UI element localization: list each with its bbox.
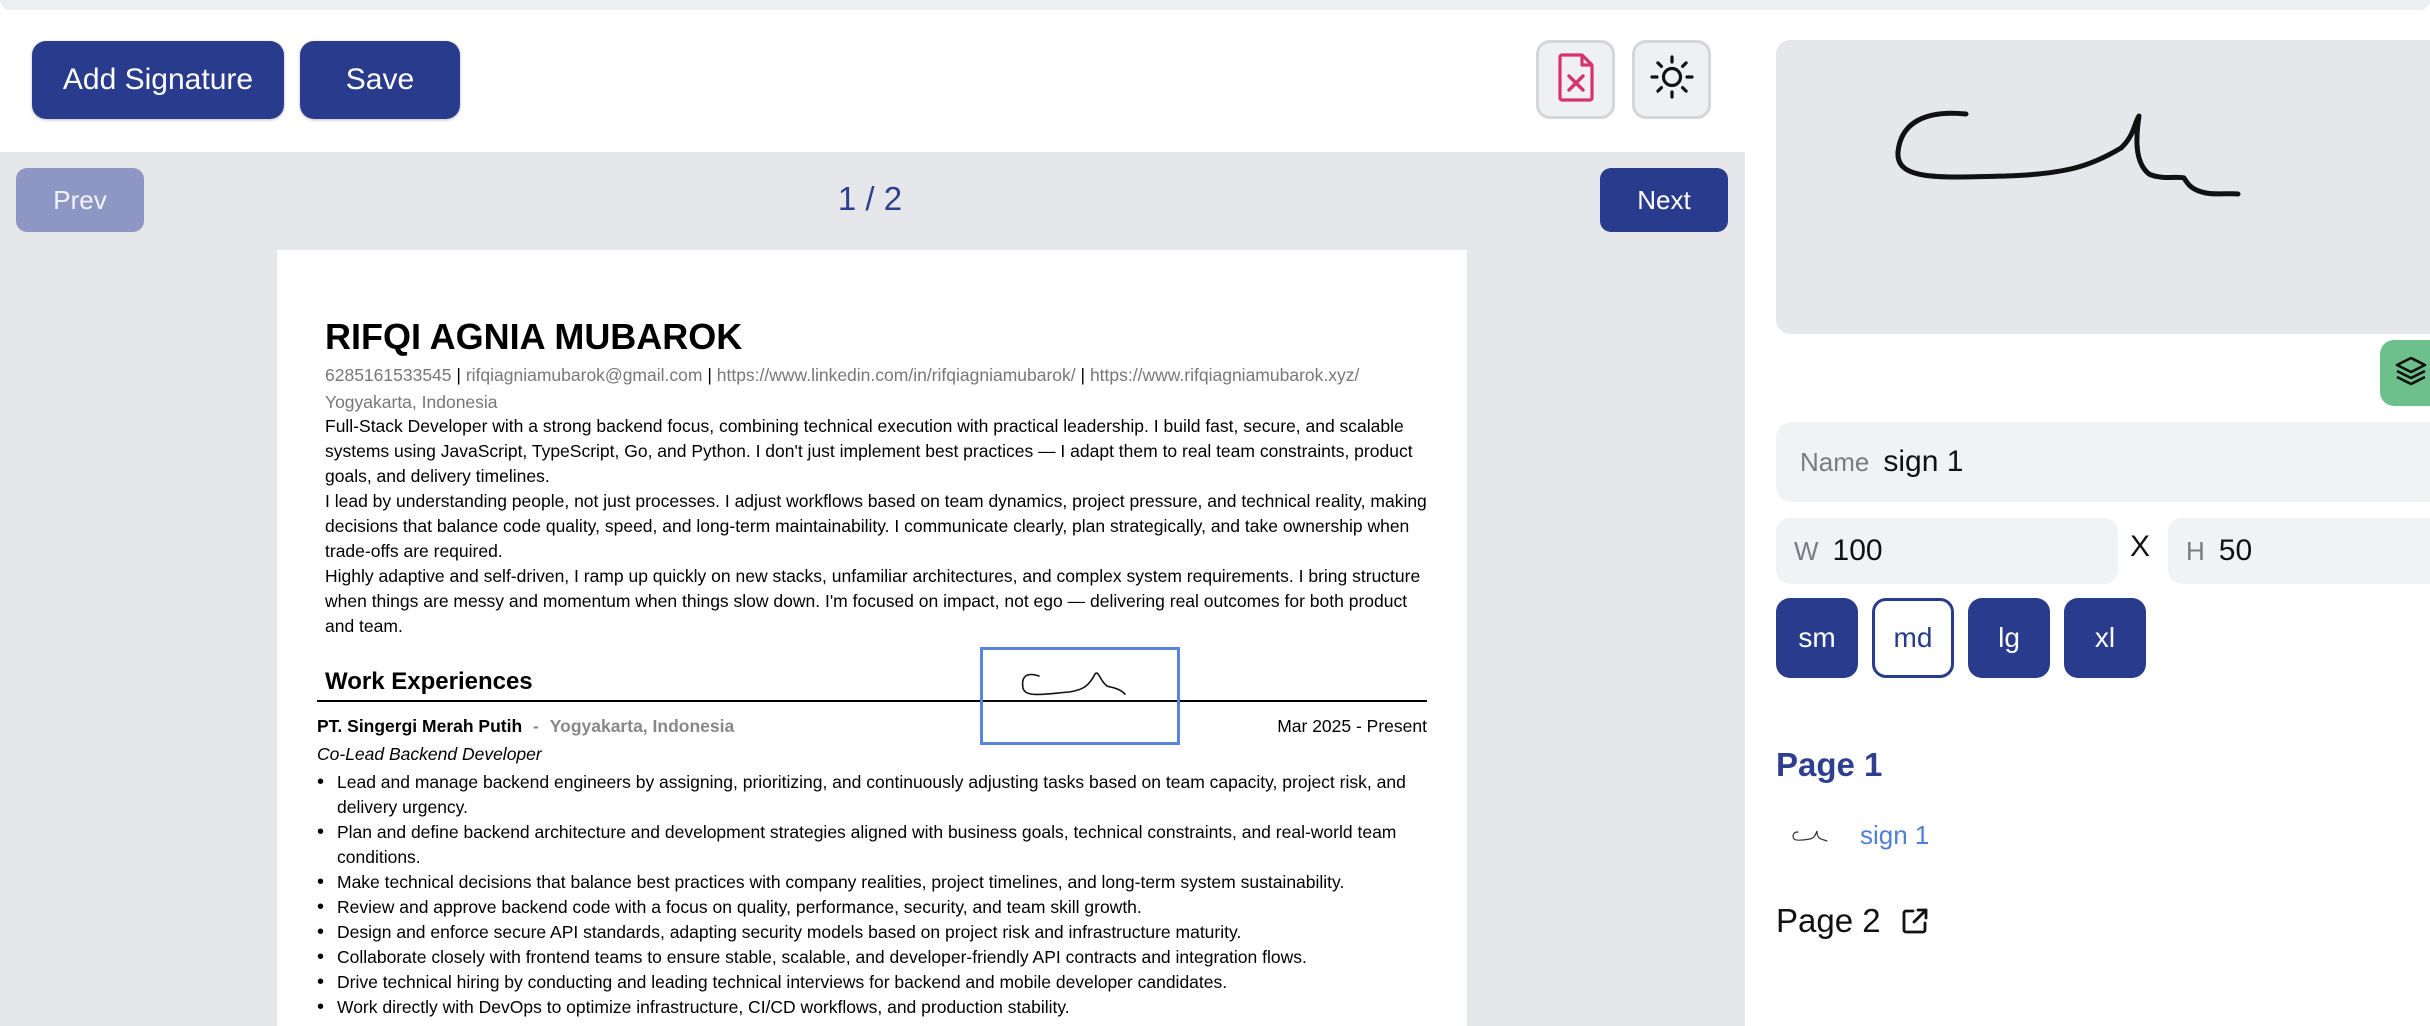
separator: | [707, 365, 712, 385]
height-label: H [2186, 535, 2205, 566]
signature-thumbnail [1790, 824, 1830, 848]
section-title: Work Experiences [325, 668, 533, 695]
width-label: W [1794, 535, 1819, 566]
signature-drawing [1776, 40, 2430, 334]
size-xl-button[interactable]: xl [2064, 598, 2146, 678]
list-item: • Collaborate closely with frontend teams to ensure stable, scalable, and developer-friendly API contracts and integration flows. [337, 945, 1429, 970]
job-role: Co-Lead Backend Developer [317, 744, 542, 764]
height-value[interactable]: 50 [2218, 534, 2253, 567]
cv-email: rifqiagniamubarok@gmail.com [465, 365, 703, 385]
page-2-heading[interactable] [1776, 902, 1931, 940]
cv-name: RIFQI AGNIA MUBAROK [325, 316, 743, 357]
name-field[interactable] [1776, 422, 2430, 502]
separator: | [456, 365, 461, 385]
layers-button[interactable] [2380, 340, 2430, 406]
cv-phone: 6285161533545 [325, 365, 452, 385]
layers-icon [2394, 354, 2428, 393]
sun-icon [1649, 54, 1695, 105]
size-sm-button[interactable]: sm [1776, 598, 1858, 678]
list-item: • Make technical decisions that balance best practices with company realities, project timelines, and long-term system sustainability. [337, 870, 1429, 895]
external-link-icon[interactable] [1899, 905, 1931, 937]
name-value[interactable]: sign 1 [1883, 445, 1964, 478]
job-bullet-list [337, 770, 1429, 1020]
list-item: • Drive technical hiring by conducting and leading technical interviews for backend and mobile developer candidates. [337, 970, 1429, 995]
size-lg-button[interactable]: lg [1968, 598, 2050, 678]
job-company [317, 716, 734, 737]
list-item: • Review and approve backend code with a focus on quality, performance, security, and team skill growth. [337, 895, 1429, 920]
window-top-strip [0, 0, 2430, 10]
save-button[interactable]: Save [300, 41, 460, 119]
signature-preview[interactable] [1776, 40, 2430, 334]
cv-location: Yogyakarta, Indonesia [325, 392, 498, 412]
width-field[interactable] [1776, 518, 2118, 584]
page-2-label: Page 2 [1776, 902, 1881, 939]
summary-paragraph: Highly adaptive and self-driven, I ramp up quickly on new stacks, unfamiliar architectures, and complex system requirements. I bring structure when things are messy and momentum when things slow down. I'm focused on impact, not ego — delivering real outcomes for both product and team. [325, 566, 1421, 636]
add-signature-button[interactable]: Add Signature [32, 41, 284, 119]
page-indicator: 1 / 2 [837, 180, 903, 217]
list-item: • Lead and manage backend engineers by assigning, prioritizing, and continuously adjusting tasks based on team capacity, project risk, and delivery urgency. [337, 770, 1429, 820]
signature-drawing [983, 650, 1177, 742]
size-md-button[interactable]: md [1872, 598, 1954, 678]
document-page[interactable] [277, 250, 1467, 1026]
name-label: Name [1800, 446, 1870, 477]
theme-toggle-button[interactable] [1632, 40, 1711, 119]
cv-website: https://www.rifqiagniamubarok.xyz/ [1089, 365, 1360, 385]
summary-paragraph: I lead by understanding people, not just processes. I adjust workflows based on team dynamics, project pressure, and technical reality, making decisions that balance code quality, speed, and long-term maintainability. I communicate clearly, plan strategically, and take ownership when trade-offs are required. [325, 491, 1427, 561]
placed-signature[interactable] [980, 647, 1180, 745]
company-separator: - [533, 716, 539, 736]
next-page-button[interactable]: Next [1600, 168, 1728, 232]
list-item: • Work directly with DevOps to optimize infrastructure, CI/CD workflows, and production stability. [337, 995, 1429, 1020]
company-name: PT. Singergi Merah Putih [317, 716, 523, 736]
page-1-heading: Page 1 [1776, 746, 1883, 783]
list-item: • Design and enforce secure API standards, adapting security models based on project risk and infrastructure maturity. [337, 920, 1429, 945]
height-field[interactable] [2168, 518, 2430, 584]
cv-summary [325, 414, 1435, 639]
width-value[interactable]: 100 [1832, 534, 1883, 567]
summary-paragraph: Full-Stack Developer with a strong backend focus, combining technical execution with practical leadership. I build fast, secure, and scalable systems using JavaScript, TypeScript, Go, and Python. I don't just implement best practices — I adapt them to real team constraints, product goals, and delivery timelines. [325, 416, 1413, 486]
dimension-separator: X [2130, 530, 2151, 563]
toolbar [0, 10, 1745, 152]
signature-list-item[interactable] [1790, 820, 1929, 851]
signature-list-label[interactable]: sign 1 [1860, 820, 1930, 850]
cv-linkedin: https://www.linkedin.com/in/rifqiagniamubarok/ [716, 365, 1076, 385]
list-item: • Plan and define backend architecture and development strategies aligned with business goals, technical constraints, and real-world team conditions. [337, 820, 1429, 870]
file-x-icon [1556, 52, 1596, 107]
document-viewer [0, 152, 1745, 1026]
clear-file-button[interactable] [1536, 40, 1615, 119]
section-divider [317, 700, 1427, 702]
separator: | [1080, 365, 1086, 385]
prev-page-button[interactable]: Prev [16, 168, 144, 232]
company-location: Yogyakarta, Indonesia [549, 716, 735, 736]
cv-contact [325, 362, 1445, 416]
job-dates: Mar 2025 - Present [1277, 716, 1427, 736]
